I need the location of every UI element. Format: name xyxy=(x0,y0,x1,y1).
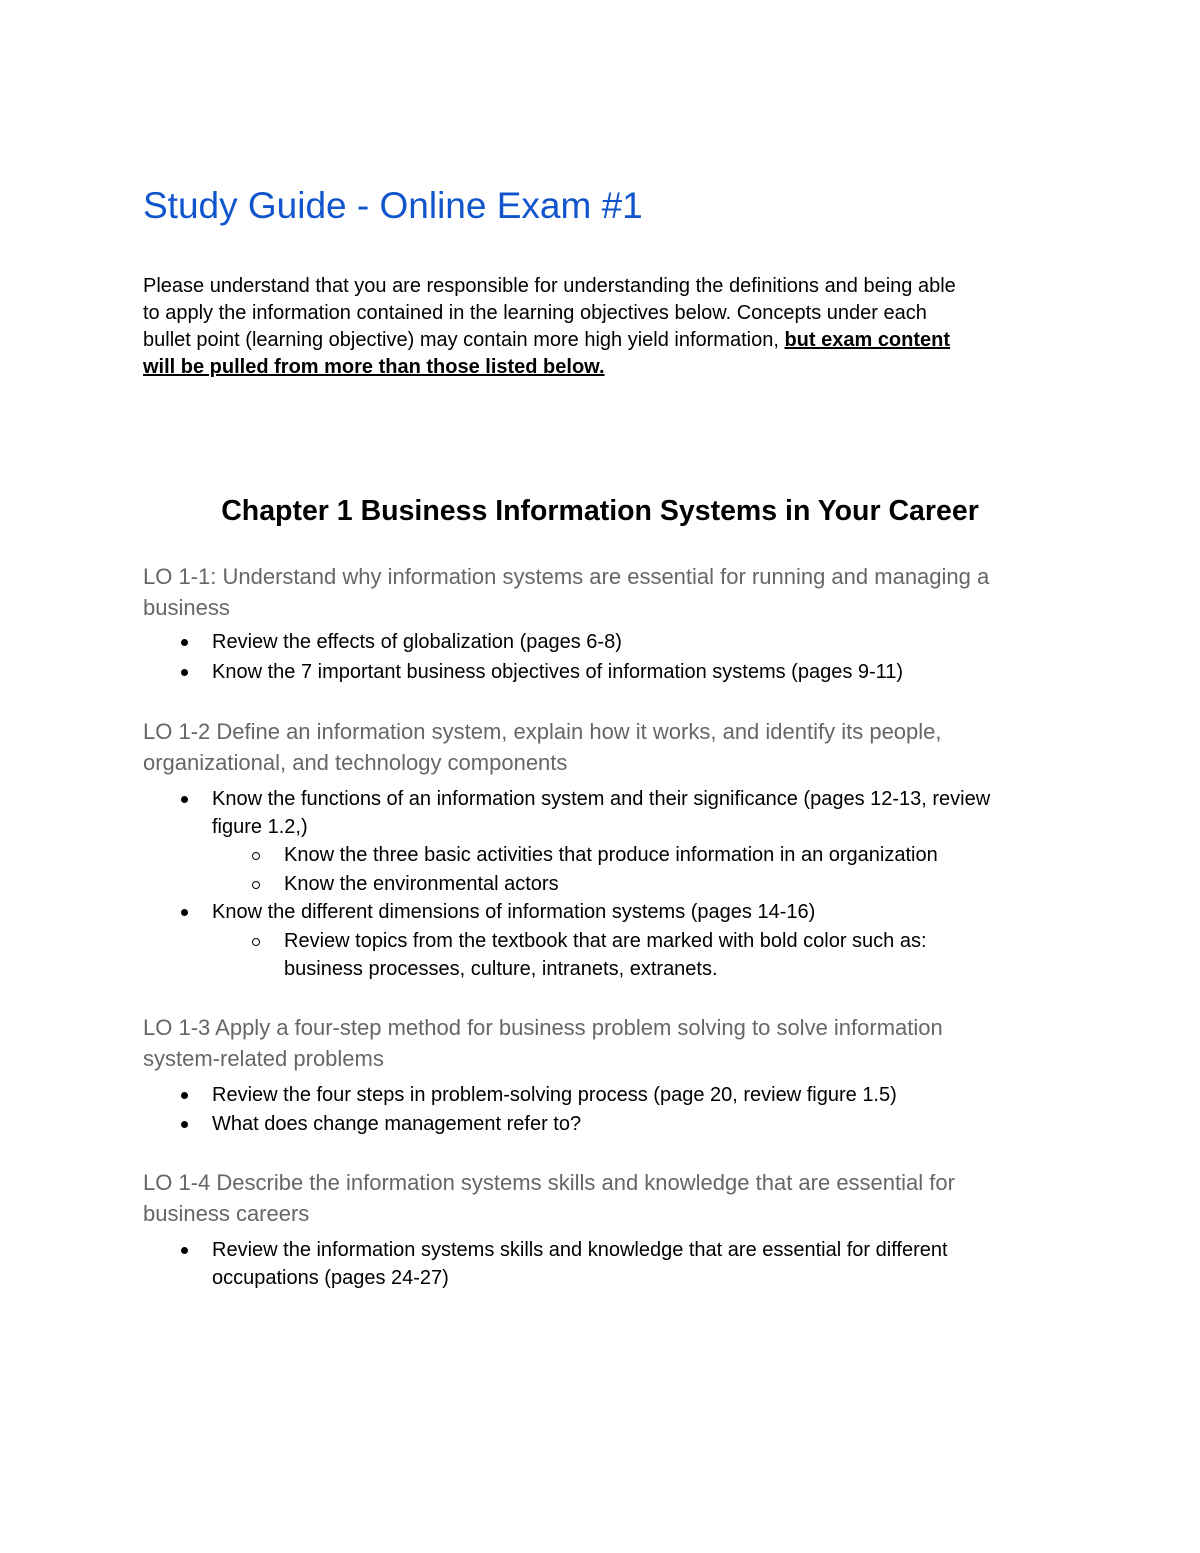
learning-objective-heading xyxy=(143,561,1063,623)
list-item-text: figure 1.2,) xyxy=(212,816,308,838)
intro-line: Please understand that you are responsible for understanding the definitions and being able xyxy=(143,275,956,297)
list-item-text: occupations (pages 24-27) xyxy=(212,1267,449,1289)
sub-list-item xyxy=(284,927,1144,983)
list-item-text: Review the information systems skills and knowledge that are essential for different xyxy=(212,1239,948,1261)
list-item-text: Know the three basic activities that produce information in an organization xyxy=(284,844,938,866)
list-item-text: Know the environmental actors xyxy=(284,873,559,895)
list-item xyxy=(212,898,1072,926)
bullet-icon xyxy=(181,1247,188,1254)
bullet-icon xyxy=(181,669,188,676)
intro-line: to apply the information contained in the learning objectives below. Concepts under each xyxy=(143,302,927,324)
lo-line: LO 1-4 Describe the information systems skills and knowledge that are essential for xyxy=(143,1170,955,1195)
list-item-text: Know the different dimensions of information systems (pages 14-16) xyxy=(212,901,816,923)
learning-objective-heading xyxy=(143,1167,1063,1229)
lo-line: business xyxy=(143,595,230,620)
list-item xyxy=(212,628,1072,656)
document-title: Study Guide - Online Exam #1 xyxy=(143,185,643,226)
list-item-text: Review the four steps in problem-solving process (page 20, review figure 1.5) xyxy=(212,1084,897,1106)
learning-objective-heading xyxy=(143,1012,1063,1074)
lo-line: system-related problems xyxy=(143,1046,384,1071)
lo-line: organizational, and technology components xyxy=(143,750,568,775)
lo-line: LO 1-3 Apply a four-step method for business problem solving to solve information xyxy=(143,1015,943,1040)
sub-list-item xyxy=(284,841,1144,869)
intro-emphasis: but exam content xyxy=(784,329,951,351)
lo-line: LO 1-1: Understand why information systems are essential for running and managing a xyxy=(143,564,990,589)
intro-emphasis: will be pulled from more than those listed below. xyxy=(143,356,605,378)
bullet-icon xyxy=(181,796,188,803)
intro-text: bullet point (learning objective) may contain more high yield information, xyxy=(143,329,785,351)
list-item-text: Know the functions of an information system and their significance (pages 12-13, review xyxy=(212,788,991,810)
circle-bullet-icon xyxy=(252,852,260,860)
lo-line: LO 1-2 Define an information system, explain how it works, and identify its people, xyxy=(143,719,942,744)
bullet-icon xyxy=(181,1092,188,1099)
list-item xyxy=(212,1081,1072,1109)
list-item xyxy=(212,1110,1072,1138)
sub-list-item xyxy=(284,870,1144,898)
bullet-icon xyxy=(181,639,188,646)
circle-bullet-icon xyxy=(252,938,260,946)
bullet-icon xyxy=(181,1121,188,1128)
bullet-icon xyxy=(181,909,188,916)
list-item-text: What does change management refer to? xyxy=(212,1113,582,1135)
list-item xyxy=(212,1236,1072,1292)
intro-paragraph xyxy=(143,273,1043,381)
learning-objective-heading xyxy=(143,716,1063,778)
list-item xyxy=(212,658,1072,686)
lo-line: business careers xyxy=(143,1201,310,1226)
chapter-heading: Chapter 1 Business Information Systems in Your Career xyxy=(221,495,979,527)
list-item xyxy=(212,785,1072,841)
list-item-text: Know the 7 important business objectives of information systems (pages 9-11) xyxy=(212,661,904,683)
intro-line xyxy=(143,327,1043,354)
list-item-text: Review topics from the textbook that are marked with bold color such as: xyxy=(284,930,927,952)
list-item-text: Review the effects of globalization (pages 6-8) xyxy=(212,631,622,653)
list-item-text: business processes, culture, intranets, extranets. xyxy=(284,958,718,980)
circle-bullet-icon xyxy=(252,881,260,889)
